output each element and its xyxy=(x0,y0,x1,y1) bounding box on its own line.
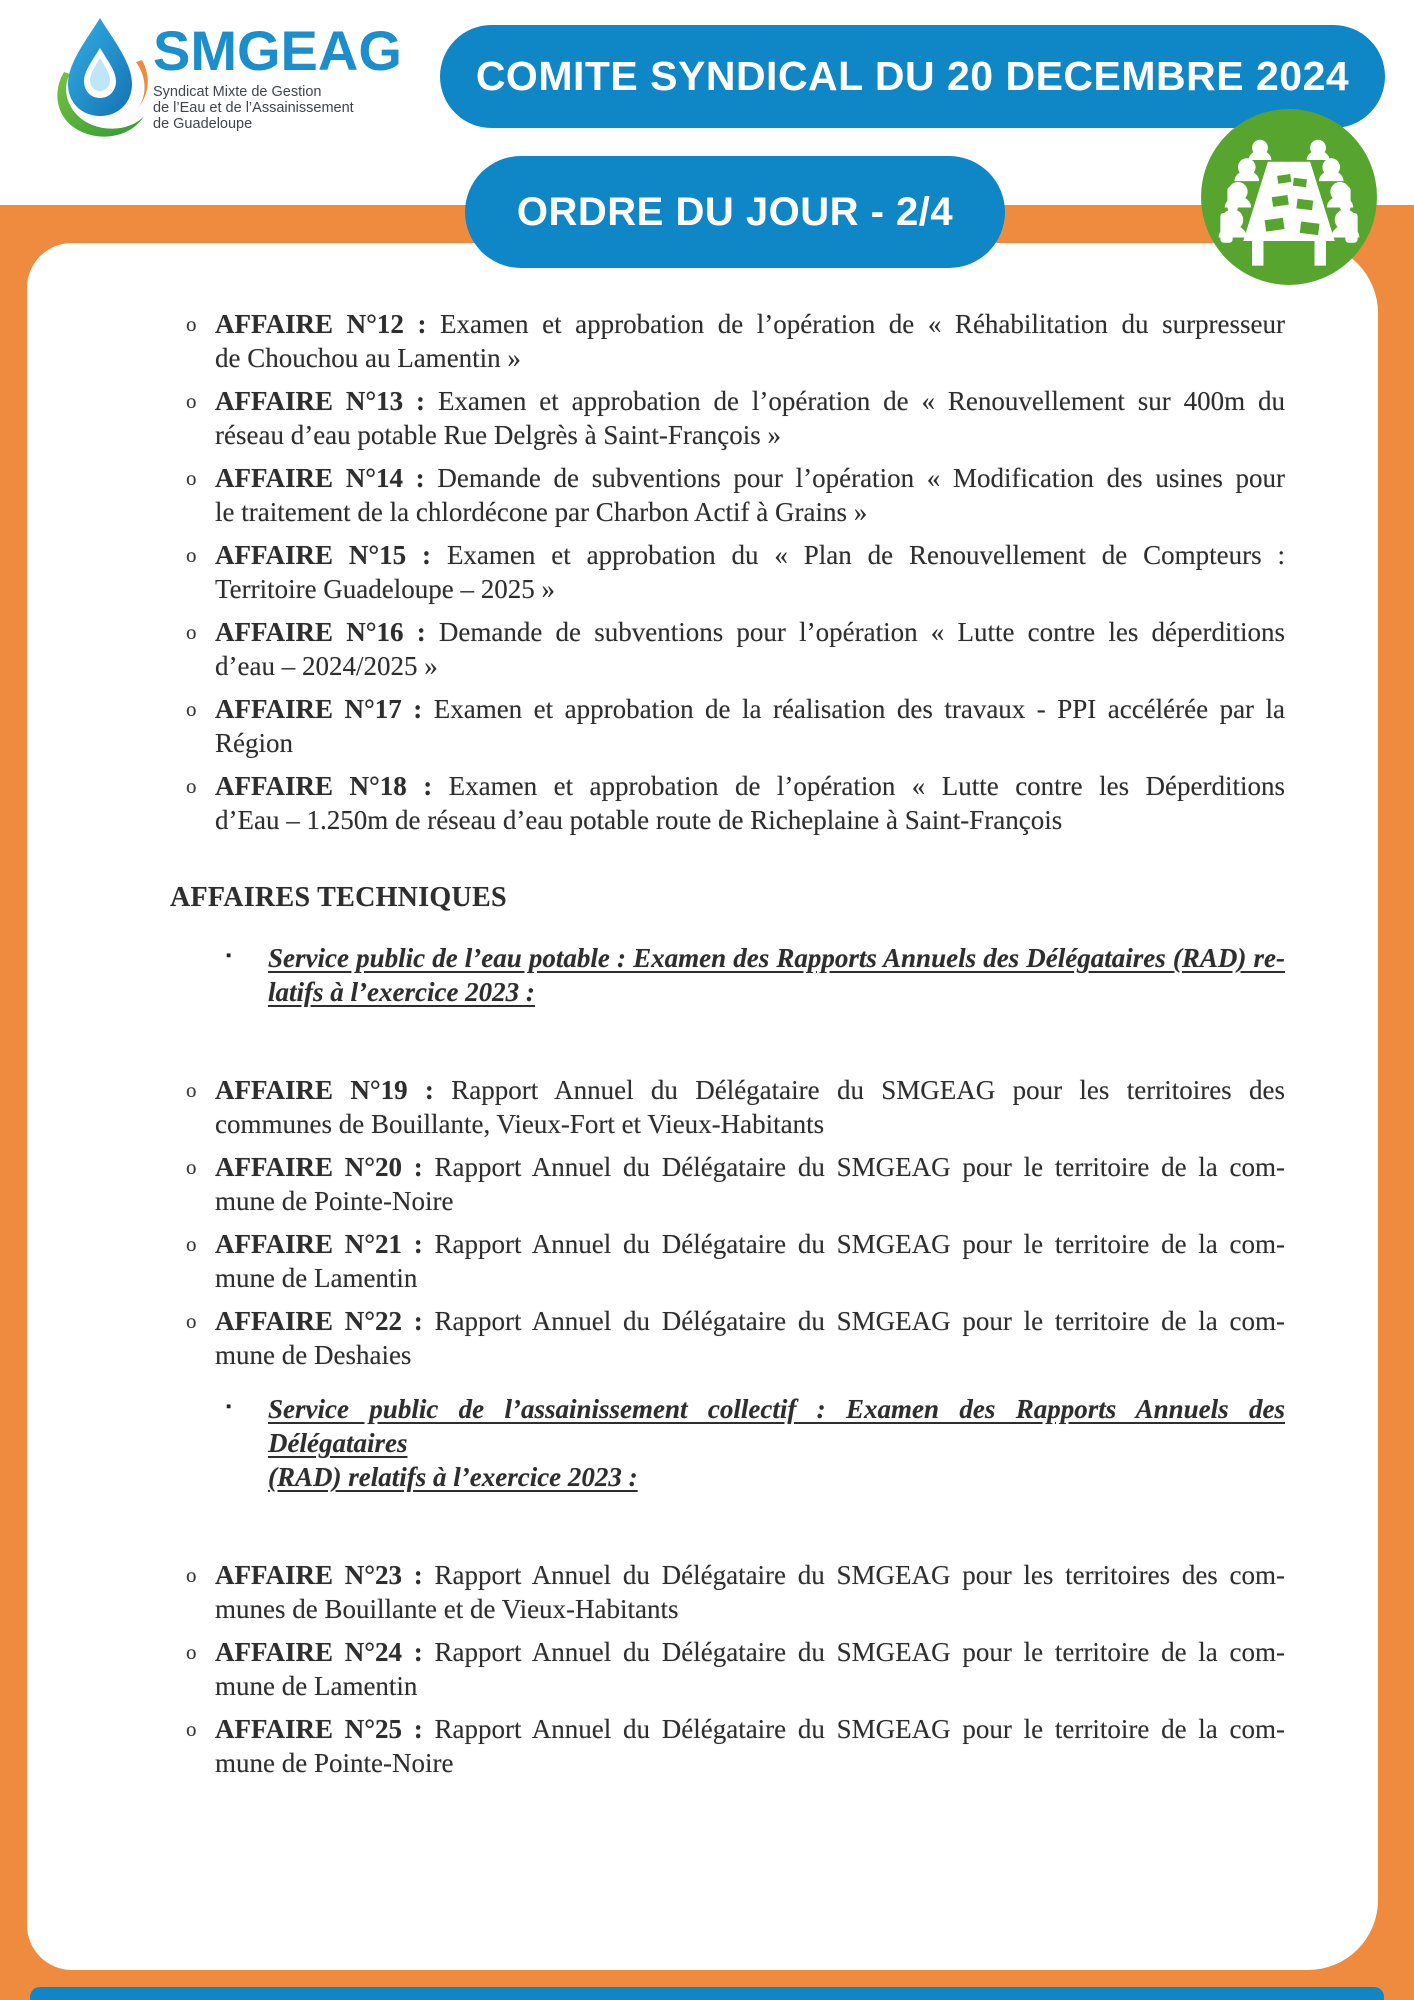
circle-bullet-icon: o xyxy=(186,1563,197,1587)
square-bullet-icon: ▪ xyxy=(226,948,232,964)
circle-bullet-icon: o xyxy=(186,1078,197,1102)
item-line1: Rapport Annuel du Délégataire du SMGEAG pour le territoire de la com- xyxy=(434,1714,1286,1744)
item-line2: mune de Lamentin xyxy=(215,1671,418,1701)
logo-subtitle-line2: de l’Eau et de l’Assainissement xyxy=(153,100,354,116)
item-label: AFFAIRE N°20 : xyxy=(215,1152,423,1182)
item-line2: de Chouchou au Lamentin » xyxy=(215,343,521,373)
subsection-assainissement xyxy=(226,1392,1285,1494)
document-card xyxy=(27,243,1378,1970)
logo-subtitle-line1: Syndicat Mixte de Gestion xyxy=(153,84,322,100)
item-line2: communes de Bouillante, Vieux-Fort et Vieux-Habitants xyxy=(215,1109,825,1139)
item-label: AFFAIRE N°12 : xyxy=(215,309,427,339)
agenda-item-22 xyxy=(186,1304,1286,1372)
circle-bullet-icon: o xyxy=(186,1309,197,1333)
item-line1: Examen et approbation du « Plan de Renouvellement de Compteurs : xyxy=(446,540,1286,570)
item-line2: mune de Pointe-Noire xyxy=(215,1748,454,1778)
item-label: AFFAIRE N°25 : xyxy=(215,1714,423,1744)
smgeag-waterdrop-logo-icon xyxy=(46,14,154,150)
circle-bullet-icon: o xyxy=(186,774,197,798)
agenda-item-21 xyxy=(186,1227,1286,1295)
item-line1: Examen et approbation de l’opération « Lutte contre les Déperditions xyxy=(448,771,1286,801)
item-label: AFFAIRE N°17 : xyxy=(215,694,423,724)
square-bullet-icon: ▪ xyxy=(226,1399,232,1415)
item-line2: le traitement de la chlordécone par Charbon Actif à Grains » xyxy=(215,497,868,527)
conference-table-icon xyxy=(1201,109,1377,285)
item-line2: réseau d’eau potable Rue Delgrès à Saint-François » xyxy=(215,420,782,450)
item-line1: Examen et approbation de l’opération de « Renouvellement sur 400m du xyxy=(437,386,1286,416)
agenda-item-23 xyxy=(186,1558,1286,1626)
circle-bullet-icon: o xyxy=(186,312,197,336)
item-label: AFFAIRE N°16 : xyxy=(215,617,426,647)
item-line1: Demande de subventions pour l’opération « Modification des usines pour xyxy=(437,463,1286,493)
item-line2: mune de Pointe-Noire xyxy=(215,1186,454,1216)
item-label: AFFAIRE N°21 : xyxy=(215,1229,423,1259)
subsection-line2: latifs à l’exercice 2023 : xyxy=(268,977,535,1007)
item-line1: Examen et approbation de l’opération de « Réhabilitation du surpresseur xyxy=(440,309,1286,339)
logo-subtitle-line3: de Guadeloupe xyxy=(153,116,253,132)
agenda-item-24 xyxy=(186,1635,1286,1703)
circle-bullet-icon: o xyxy=(186,543,197,567)
item-label: AFFAIRE N°15 : xyxy=(215,540,432,570)
circle-bullet-icon: o xyxy=(186,1717,197,1741)
agenda-content xyxy=(170,307,1286,1789)
item-line1: Rapport Annuel du Délégataire du SMGEAG pour le territoire de la com- xyxy=(434,1637,1286,1667)
agenda-item-18 xyxy=(186,769,1286,837)
item-label: AFFAIRE N°22 : xyxy=(215,1306,423,1336)
agenda-item-19 xyxy=(186,1073,1286,1141)
agenda-item-12 xyxy=(186,307,1286,375)
subsection-line1: Service public de l’assainissement collectif : Examen des Rapports Annuels des Délégataires xyxy=(268,1394,1285,1458)
item-line1: Rapport Annuel du Délégataire du SMGEAG pour les territoires des com- xyxy=(434,1560,1286,1590)
item-line2: Territoire Guadeloupe – 2025 » xyxy=(215,574,556,604)
subsection-line2: (RAD) relatifs à l’exercice 2023 : xyxy=(268,1462,638,1492)
circle-bullet-icon: o xyxy=(186,1155,197,1179)
item-line1: Rapport Annuel du Délégataire du SMGEAG pour le territoire de la com- xyxy=(434,1229,1286,1259)
item-line1: Rapport Annuel du Délégataire du SMGEAG pour le territoire de la com- xyxy=(434,1306,1286,1336)
agenda-item-25 xyxy=(186,1712,1286,1780)
item-line2: d’Eau – 1.250m de réseau d’eau potable route de Richeplaine à Saint-François xyxy=(215,805,1063,835)
circle-bullet-icon: o xyxy=(186,466,197,490)
meeting-title-banner: COMITE SYNDICAL DU 20 DECEMBRE 2024 xyxy=(440,25,1385,128)
circle-bullet-icon: o xyxy=(186,1640,197,1664)
subsection-eau-potable xyxy=(226,941,1285,1009)
logo-text-block xyxy=(153,19,402,132)
agenda-item-16 xyxy=(186,615,1285,683)
circle-bullet-icon: o xyxy=(186,1232,197,1256)
item-label: AFFAIRE N°14 : xyxy=(215,463,425,493)
item-label: AFFAIRE N°23 : xyxy=(215,1560,423,1590)
item-label: AFFAIRE N°18 : xyxy=(215,771,433,801)
item-line1: Rapport Annuel du Délégataire du SMGEAG pour les territoires des xyxy=(451,1075,1286,1105)
item-line2: mune de Lamentin xyxy=(215,1263,418,1293)
logo-title: SMGEAG xyxy=(153,19,402,82)
item-line1: Demande de subventions pour l’opération « Lutte contre les déperditions xyxy=(438,617,1285,647)
subsection-line1: Service public de l’eau potable : Examen des Rapports Annuels des Délégataires (RAD) re- xyxy=(268,943,1285,973)
agenda-item-17 xyxy=(186,692,1286,760)
circle-bullet-icon: o xyxy=(186,620,197,644)
section-heading-affaires-techniques: AFFAIRES TECHNIQUES xyxy=(170,882,507,913)
bottom-blue-bar xyxy=(30,1987,1384,2000)
circle-bullet-icon: o xyxy=(186,389,197,413)
item-label: AFFAIRE N°19 : xyxy=(215,1075,434,1105)
item-line2: d’eau – 2024/2025 » xyxy=(215,651,438,681)
agenda-item-14 xyxy=(186,461,1286,529)
item-line2: mune de Deshaies xyxy=(215,1340,412,1370)
item-label: AFFAIRE N°24 : xyxy=(215,1637,423,1667)
item-line2: Région xyxy=(215,728,293,758)
item-label: AFFAIRE N°13 : xyxy=(215,386,426,416)
agenda-page-banner: ORDRE DU JOUR - 2/4 xyxy=(465,156,1005,268)
circle-bullet-icon: o xyxy=(186,697,197,721)
item-line1: Examen et approbation de la réalisation des travaux - PPI accélérée par la xyxy=(433,694,1286,724)
agenda-item-15 xyxy=(186,538,1286,606)
agenda-item-13 xyxy=(186,384,1286,452)
item-line2: munes de Bouillante et de Vieux-Habitants xyxy=(215,1594,679,1624)
agenda-item-20 xyxy=(186,1150,1286,1218)
item-line1: Rapport Annuel du Délégataire du SMGEAG pour le territoire de la com- xyxy=(434,1152,1286,1182)
